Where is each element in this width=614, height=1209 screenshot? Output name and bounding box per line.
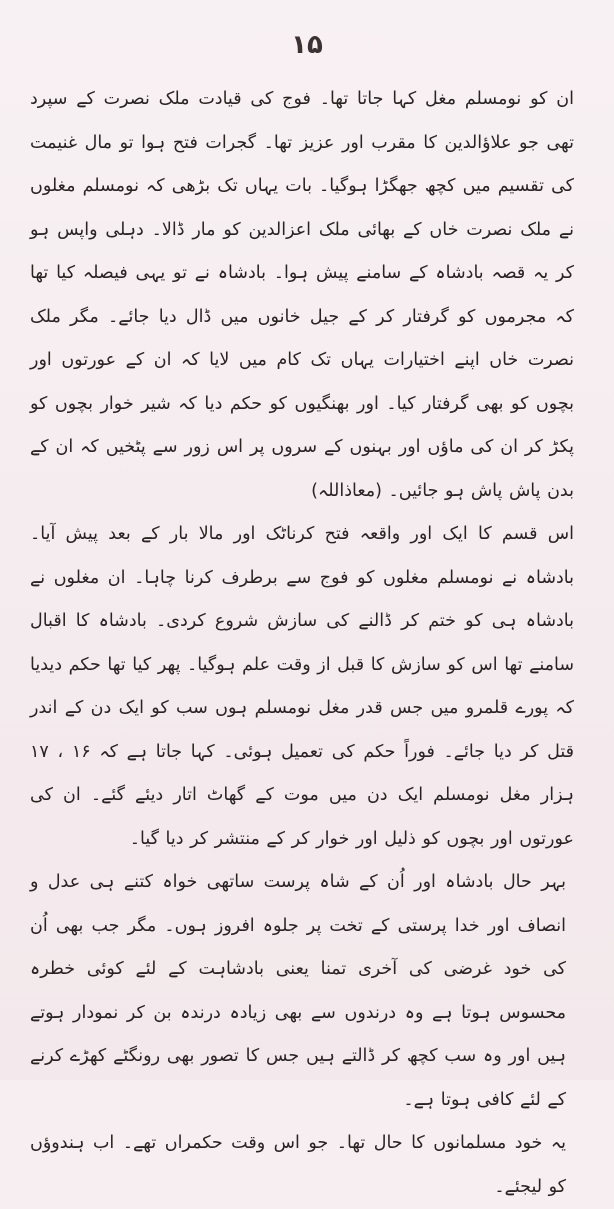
paragraph-2: اس قسم کا ایک اور واقعہ فتح کرناٹک اور مالا بار کے بعد پیش آیا۔ بادشاہ نے نومسلم مغلوں کو فوج سے برطرف کرنا چاہا۔ ان مغلوں نے بادشاہ ہی کو ختم کر ڈالنے کی سازش شروع کردی۔ بادشاہ کا اقبال سامنے تھا اس کو سازش کا قبل از وقت علم ہوگیا۔ پھر کیا تھا حکم دیدیا کہ پورے قلمرو میں جس قدر مغل نومسلم ہوں سب کو ایک دن کے اندر قتل کر دیا جائے۔ فوراً حکم کی تعمیل ہوئی۔ کہا جاتا ہے کہ ۱۶ ، ۱۷ ہزار مغل نومسلم ایک دن میں موت کے گھاٹ اتار دیئے گئے۔ ان کی عورتوں اور بچوں کو ذلیل اور خوار کر کے منتشر کر دیا گیا۔ xyxy=(30,524,574,849)
page-number: ۱۵ xyxy=(291,30,323,60)
paragraph-3: بہر حال بادشاہ اور اُن کے شاہ پرست ساتھی خواہ کتنے ہی عدل و انصاف اور خدا پرستی کے تخت پر جلوہ افروز ہوں۔ مگر جب بھی اُن کی خود غرضی کی آخری تمنا یعنی بادشاہت کے لئے کوئی خطرہ محسوس ہوتا ہے وہ درندوں سے بھی زیادہ درندہ بن کر نمودار ہوتے ہیں اور وہ سب کچھ کر ڈالتے ہیں جس کا تصور بھی رونگٹے کھڑے کرنے کے لئے کافی ہوتا ہے۔ xyxy=(30,872,566,1110)
paragraph-4: یہ خود مسلمانوں کا حال تھا۔ جو اس وقت حکمراں تھے۔ اب ہندوؤں کو لیجئے۔ xyxy=(30,1133,566,1197)
body-text xyxy=(30,78,586,1209)
paragraph-1: ان کو نومسلم مغل کہا جاتا تھا۔ فوج کی قیادت ملک نصرت کے سپرد تھی جو علاؤالدین کا مقرب اور عزیز تھا۔ گجرات فتح ہوا تو مال غنیمت کی تقسیم میں کچھ جھگڑا ہوگیا۔ بات یہاں تک بڑھی کہ نومسلم مغلوں نے ملک نصرت خاں کے بھائی ملک اعزالدین کو مار ڈالا۔ دہلی واپس ہو کر یہ قصہ بادشاہ کے سامنے پیش ہوا۔ بادشاہ نے تو یہی فیصلہ کیا تھا کہ مجرموں کو گرفتار کر کے جیل خانوں میں ڈال دیا جائے۔ مگر ملک نصرت خاں اپنے اختیارات یہاں تک کام میں لایا کہ ان کے عورتوں اور بچوں کو بھی گرفتار کیا۔ اور بھنگیوں کو حکم دیا کہ شیر خوار بچوں کو پکڑ کر ان کی ماؤں اور بہنوں کے سروں پر اس زور سے پٹخیں کہ ان کے بدن پاش پاش ہو جائیں۔ (معاذاللہ) xyxy=(30,89,574,501)
